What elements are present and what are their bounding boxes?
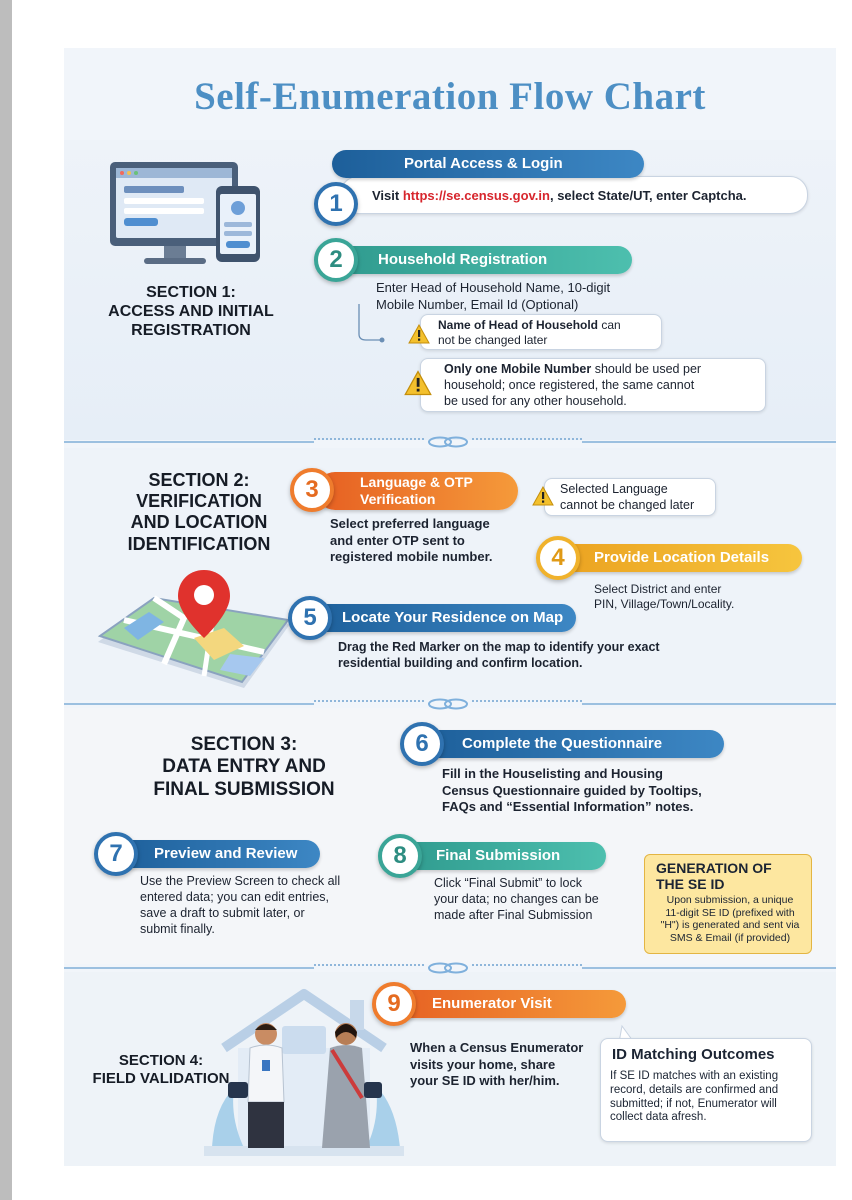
step-3-description: Select preferred language and enter OTP sent to registered mobile number. <box>330 516 493 564</box>
id-matching-title: ID Matching Outcomes <box>612 1046 775 1063</box>
computer-and-phone-icon <box>104 156 264 274</box>
section-1-heading: SECTION 1: ACCESS AND INITIAL REGISTRATION <box>108 284 274 339</box>
warning-1-text: Name of Head of Household can not be changed later <box>438 318 621 348</box>
step-4-description: Select District and enter PIN, Village/Town/Locality. <box>594 582 735 612</box>
step-7-title-pill: Preview and Review <box>116 840 320 868</box>
warning-1-icon <box>408 324 430 344</box>
se-id-title: GENERATION OF THE SE ID <box>656 860 772 892</box>
step-3-number: 3 <box>290 468 334 512</box>
separator-2 <box>64 698 836 710</box>
step-7-description: Use the Preview Screen to check all entered data; you can edit entries, save a draft to submit later, or submit finally. <box>140 874 341 936</box>
step-9-number: 9 <box>372 982 416 1026</box>
step-5-number: 5 <box>288 596 332 640</box>
location-map-icon <box>94 568 294 692</box>
step-6-number: 6 <box>400 722 444 766</box>
left-edge-strip <box>0 0 12 1200</box>
step-1-title-pill: Portal Access & Login <box>332 150 644 178</box>
id-matching-description: If SE ID matches with an existing record, details are confirmed and submitted; if not, Enumerator will collect data afresh. <box>610 1070 779 1124</box>
step-4-number: 4 <box>536 536 580 580</box>
step-8-number: 8 <box>378 834 422 878</box>
warning-2-text: Only one Mobile Number should be used per household; once registered, the same cannot be used for any other household. <box>444 362 702 408</box>
section-3-heading: SECTION 3: DATA ENTRY AND FINAL SUBMISSION <box>153 734 335 800</box>
warning-3-text: Selected Language cannot be changed later <box>560 482 695 512</box>
step-1-number: 1 <box>314 182 358 226</box>
step-5-description: Drag the Red Marker on the map to identify your exact residential building and confirm location. <box>338 640 660 670</box>
section-4-heading: SECTION 4: FIELD VALIDATION <box>92 1052 230 1087</box>
step-6-title-pill: Complete the Questionnaire <box>422 730 724 758</box>
separator-1 <box>64 436 836 448</box>
step-2-description: Enter Head of Household Name, 10-digit Mobile Number, Email Id (Optional) <box>376 280 611 312</box>
step-1-description: Visit https://se.census.gov.in, select State/UT, enter Captcha. <box>372 188 747 203</box>
step-9-title-pill: Enumerator Visit <box>386 990 626 1018</box>
step-7-number: 7 <box>94 832 138 876</box>
warning-3-icon <box>532 486 554 506</box>
step-4-title-pill: Provide Location Details <box>556 544 802 572</box>
portal-url[interactable]: https://se.census.gov.in <box>402 188 550 203</box>
page-title: Self-Enumeration Flow Chart <box>194 75 706 118</box>
step-8-title-pill: Final Submission <box>396 842 606 870</box>
step-2-connector-line <box>356 304 386 344</box>
flow-chart-page <box>64 48 836 1166</box>
step-9-description: When a Census Enumerator visits your home, share your SE ID with her/him. <box>410 1040 584 1088</box>
step-5-title-pill: Locate Your Residence on Map <box>308 604 576 632</box>
section-2-heading: SECTION 2: VERIFICATION AND LOCATION IDENTIFICATION <box>127 470 271 554</box>
step-2-number: 2 <box>314 238 358 282</box>
step-3-title-pill: Language & OTP Verification <box>316 472 518 510</box>
se-id-description: Upon submission, a unique 11-digit SE ID (prefixed with "H") is generated and sent via SMS & Email (if provided) <box>660 894 800 944</box>
separator-3 <box>64 962 836 974</box>
step-2-title-pill: Household Registration <box>328 246 632 274</box>
warning-2-icon <box>404 370 432 396</box>
step-8-description: Click “Final Submit” to lock your data; no changes can be made after Final Submission <box>434 876 599 922</box>
step-6-description: Fill in the Houselisting and Housing Census Questionnaire guided by Tooltips, FAQs and “Essential Information” notes. <box>442 766 702 814</box>
